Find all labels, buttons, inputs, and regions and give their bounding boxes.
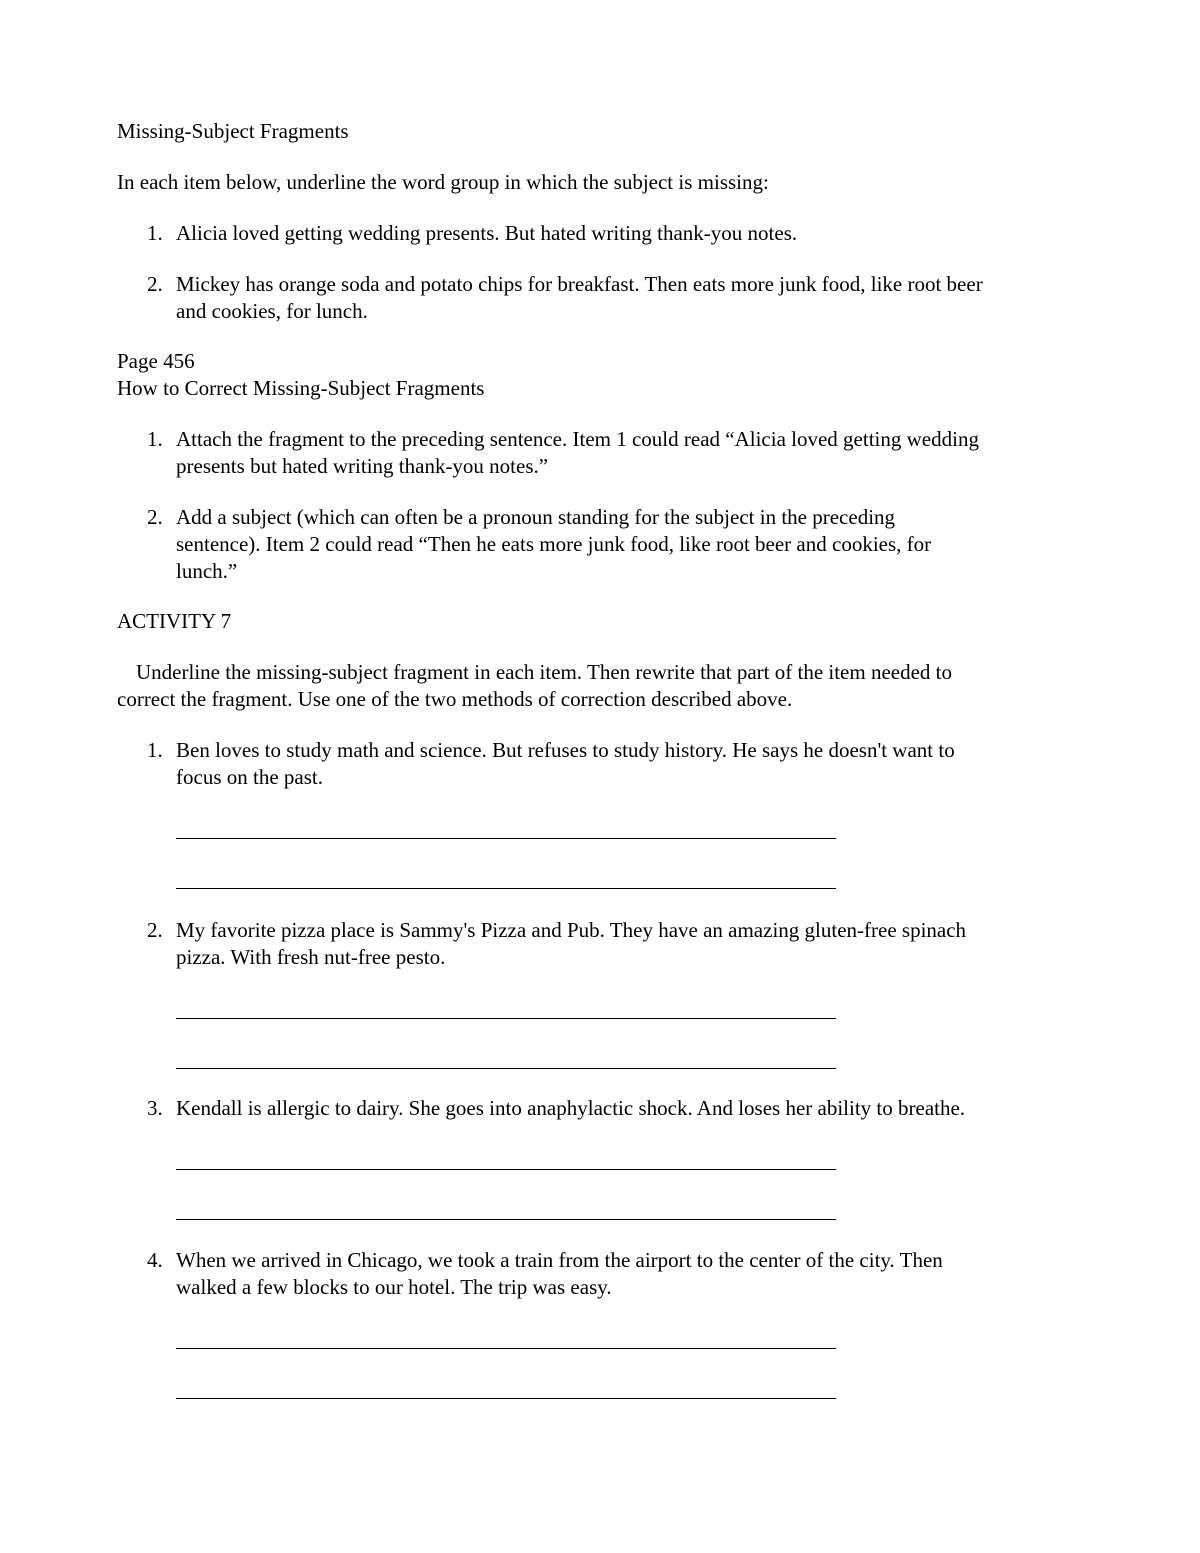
item-number: 2.	[147, 918, 163, 942]
item-number: 3.	[147, 1096, 163, 1120]
answer-line[interactable]	[176, 1018, 836, 1019]
section-title: How to Correct Missing-Subject Fragments	[117, 376, 485, 400]
answer-line[interactable]	[176, 1068, 836, 1069]
section-instruction: In each item below, underline the word group in which the subject is missing:	[117, 170, 769, 194]
item-number: 1.	[147, 221, 163, 245]
item-number: 2.	[147, 272, 163, 296]
item-number: 4.	[147, 1248, 163, 1272]
answer-line[interactable]	[176, 888, 836, 889]
activity-instruction-line-1: Underline the missing-subject fragment in each item. Then rewrite that part of the item needed to	[136, 660, 953, 684]
item-text: Mickey has orange soda and potato chips for breakfast. Then eats more junk food, like root beer and cookies, for lunch.	[176, 272, 983, 323]
item-text: Add a subject (which can often be a pronoun standing for the subject in the preceding sentence). Item 2 could read “Then he eats more junk food, like root beer and cookies, for lunch.”	[176, 505, 932, 583]
item-number: 1.	[147, 427, 163, 451]
activity-instruction-line-2: correct the fragment. Use one of the two methods of correction described above.	[117, 687, 793, 711]
item-number: 1.	[147, 738, 163, 762]
item-text: When we arrived in Chicago, we took a train from the airport to the center of the city. Then walked a few blocks to our hotel. The trip was easy.	[176, 1248, 943, 1299]
item-text: Alicia loved getting wedding presents. But hated writing thank-you notes.	[176, 221, 798, 245]
item-text: Attach the fragment to the preceding sentence. Item 1 could read “Alicia loved getting wedding presents but hated writing thank-you notes.”	[176, 427, 979, 478]
answer-line[interactable]	[176, 838, 836, 839]
item-text: My favorite pizza place is Sammy's Pizza and Pub. They have an amazing gluten-free spinach pizza. With fresh nut-free pesto.	[176, 918, 967, 969]
answer-line[interactable]	[176, 1348, 836, 1349]
page-reference: Page 456	[117, 349, 195, 373]
item-text: Ben loves to study math and science. But refuses to study history. He says he doesn't want to focus on the past.	[176, 738, 955, 789]
section-title: Missing-Subject Fragments	[117, 119, 349, 143]
answer-line[interactable]	[176, 1398, 836, 1399]
activity-title: ACTIVITY 7	[117, 609, 232, 633]
answer-line[interactable]	[176, 1219, 836, 1220]
item-number: 2.	[147, 505, 163, 529]
answer-line[interactable]	[176, 1169, 836, 1170]
item-text: Kendall is allergic to dairy. She goes into anaphylactic shock. And loses her ability to breathe.	[176, 1096, 966, 1120]
